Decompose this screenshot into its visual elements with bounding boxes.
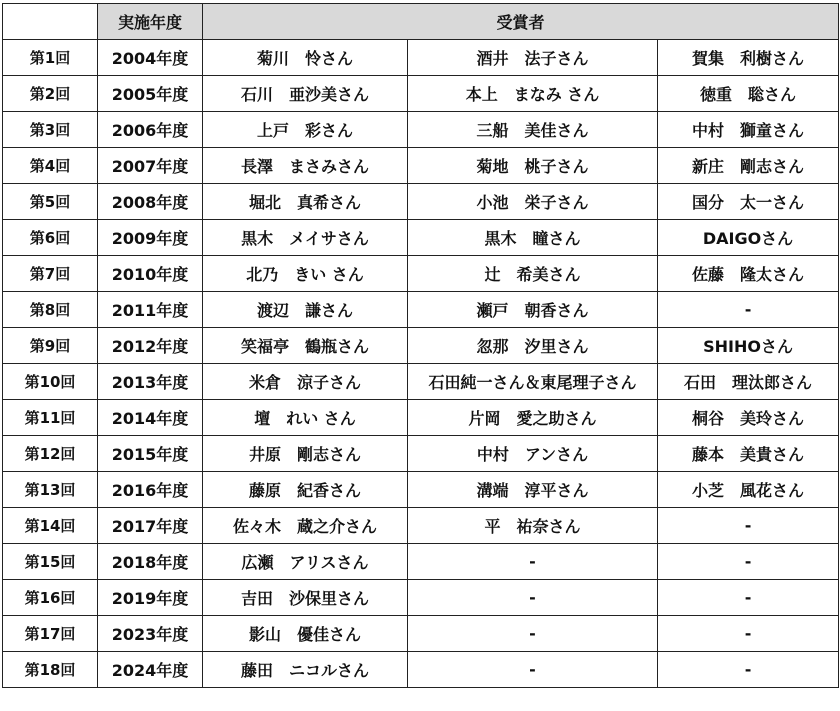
recipient-cell-3: - <box>658 508 839 544</box>
recipient-cell-3: 中村 獅童さん <box>658 112 839 148</box>
recipient-cell-3: 新庄 剛志さん <box>658 148 839 184</box>
round-cell: 第11回 <box>3 400 98 436</box>
table-row <box>3 364 839 400</box>
table-row <box>3 400 839 436</box>
recipient-cell-2: 酒井 法子さん <box>408 40 658 76</box>
recipient-cell-3: - <box>658 292 839 328</box>
recipient-cell-1: 石川 亜沙美さん <box>203 76 408 112</box>
table-row <box>3 40 839 76</box>
round-cell: 第10回 <box>3 364 98 400</box>
year-cell: 2005年度 <box>98 76 203 112</box>
recipient-cell-3: 石田 理汰郎さん <box>658 364 839 400</box>
header-year: 実施年度 <box>98 4 203 40</box>
table-row <box>3 616 839 652</box>
recipient-cell-3: - <box>658 652 839 688</box>
round-cell: 第15回 <box>3 544 98 580</box>
recipient-cell-2: 石田純一さん＆東尾理子さん <box>408 364 658 400</box>
recipient-cell-2: - <box>408 544 658 580</box>
recipient-cell-3: 賀集 利樹さん <box>658 40 839 76</box>
table-row <box>3 544 839 580</box>
table-row <box>3 184 839 220</box>
round-cell: 第13回 <box>3 472 98 508</box>
recipient-cell-2: 三船 美佳さん <box>408 112 658 148</box>
table-row <box>3 220 839 256</box>
round-cell: 第9回 <box>3 328 98 364</box>
round-cell: 第1回 <box>3 40 98 76</box>
table-row <box>3 472 839 508</box>
table-row <box>3 76 839 112</box>
table-row <box>3 580 839 616</box>
recipient-cell-1: 長澤 まさみさん <box>203 148 408 184</box>
recipient-cell-1: 米倉 涼子さん <box>203 364 408 400</box>
round-cell: 第5回 <box>3 184 98 220</box>
recipient-cell-3: - <box>658 616 839 652</box>
recipient-cell-2: 片岡 愛之助さん <box>408 400 658 436</box>
year-cell: 2013年度 <box>98 364 203 400</box>
recipient-cell-3: DAIGOさん <box>658 220 839 256</box>
recipient-cell-1: 堀北 真希さん <box>203 184 408 220</box>
recipient-cell-1: 菊川 怜さん <box>203 40 408 76</box>
recipient-cell-2: 溝端 淳平さん <box>408 472 658 508</box>
recipient-cell-2: 菊地 桃子さん <box>408 148 658 184</box>
recipient-cell-2: - <box>408 652 658 688</box>
header-row <box>3 4 839 40</box>
round-cell: 第17回 <box>3 616 98 652</box>
recipient-cell-1: 吉田 沙保里さん <box>203 580 408 616</box>
recipient-cell-1: 影山 優佳さん <box>203 616 408 652</box>
award-recipients-table <box>2 3 839 688</box>
table-row <box>3 112 839 148</box>
recipient-cell-2: 中村 アンさん <box>408 436 658 472</box>
table-body <box>3 40 839 688</box>
year-cell: 2023年度 <box>98 616 203 652</box>
table-row <box>3 436 839 472</box>
recipient-cell-1: 上戸 彩さん <box>203 112 408 148</box>
recipient-cell-2: 黒木 瞳さん <box>408 220 658 256</box>
year-cell: 2009年度 <box>98 220 203 256</box>
table-row <box>3 652 839 688</box>
recipient-cell-1: 笑福亭 鶴瓶さん <box>203 328 408 364</box>
recipient-cell-1: 渡辺 謙さん <box>203 292 408 328</box>
round-cell: 第3回 <box>3 112 98 148</box>
year-cell: 2008年度 <box>98 184 203 220</box>
recipient-cell-2: 忽那 汐里さん <box>408 328 658 364</box>
recipient-cell-1: 藤原 紀香さん <box>203 472 408 508</box>
table-row <box>3 292 839 328</box>
year-cell: 2011年度 <box>98 292 203 328</box>
round-cell: 第16回 <box>3 580 98 616</box>
year-cell: 2004年度 <box>98 40 203 76</box>
year-cell: 2010年度 <box>98 256 203 292</box>
year-cell: 2019年度 <box>98 580 203 616</box>
recipient-cell-2: - <box>408 580 658 616</box>
round-cell: 第14回 <box>3 508 98 544</box>
recipient-cell-3: 徳重 聡さん <box>658 76 839 112</box>
recipient-cell-2: 平 祐奈さん <box>408 508 658 544</box>
recipient-cell-1: 北乃 きい さん <box>203 256 408 292</box>
recipient-cell-3: 国分 太一さん <box>658 184 839 220</box>
recipient-cell-1: 藤田 ニコルさん <box>203 652 408 688</box>
round-cell: 第2回 <box>3 76 98 112</box>
year-cell: 2007年度 <box>98 148 203 184</box>
year-cell: 2012年度 <box>98 328 203 364</box>
recipient-cell-2: 小池 栄子さん <box>408 184 658 220</box>
recipient-cell-3: 藤本 美貴さん <box>658 436 839 472</box>
round-cell: 第8回 <box>3 292 98 328</box>
recipient-cell-2: 本上 まなみ さん <box>408 76 658 112</box>
recipient-cell-1: 井原 剛志さん <box>203 436 408 472</box>
recipient-cell-2: 辻 希美さん <box>408 256 658 292</box>
year-cell: 2016年度 <box>98 472 203 508</box>
table-row <box>3 148 839 184</box>
year-cell: 2018年度 <box>98 544 203 580</box>
year-cell: 2014年度 <box>98 400 203 436</box>
year-cell: 2015年度 <box>98 436 203 472</box>
round-cell: 第6回 <box>3 220 98 256</box>
header-round <box>3 4 98 40</box>
recipient-cell-1: 佐々木 蔵之介さん <box>203 508 408 544</box>
table-row <box>3 256 839 292</box>
header-recipients: 受賞者 <box>203 4 839 40</box>
recipient-cell-3: 小芝 風花さん <box>658 472 839 508</box>
table-row <box>3 328 839 364</box>
recipient-cell-1: 広瀬 アリスさん <box>203 544 408 580</box>
round-cell: 第7回 <box>3 256 98 292</box>
recipient-cell-1: 黒木 メイサさん <box>203 220 408 256</box>
recipient-cell-3: - <box>658 580 839 616</box>
recipient-cell-3: 佐藤 隆太さん <box>658 256 839 292</box>
round-cell: 第12回 <box>3 436 98 472</box>
recipient-cell-3: 桐谷 美玲さん <box>658 400 839 436</box>
recipient-cell-3: - <box>658 544 839 580</box>
year-cell: 2017年度 <box>98 508 203 544</box>
year-cell: 2006年度 <box>98 112 203 148</box>
recipient-cell-3: SHIHOさん <box>658 328 839 364</box>
recipient-cell-2: 瀬戸 朝香さん <box>408 292 658 328</box>
recipient-cell-1: 壇 れい さん <box>203 400 408 436</box>
year-cell: 2024年度 <box>98 652 203 688</box>
round-cell: 第18回 <box>3 652 98 688</box>
round-cell: 第4回 <box>3 148 98 184</box>
table-row <box>3 508 839 544</box>
recipient-cell-2: - <box>408 616 658 652</box>
